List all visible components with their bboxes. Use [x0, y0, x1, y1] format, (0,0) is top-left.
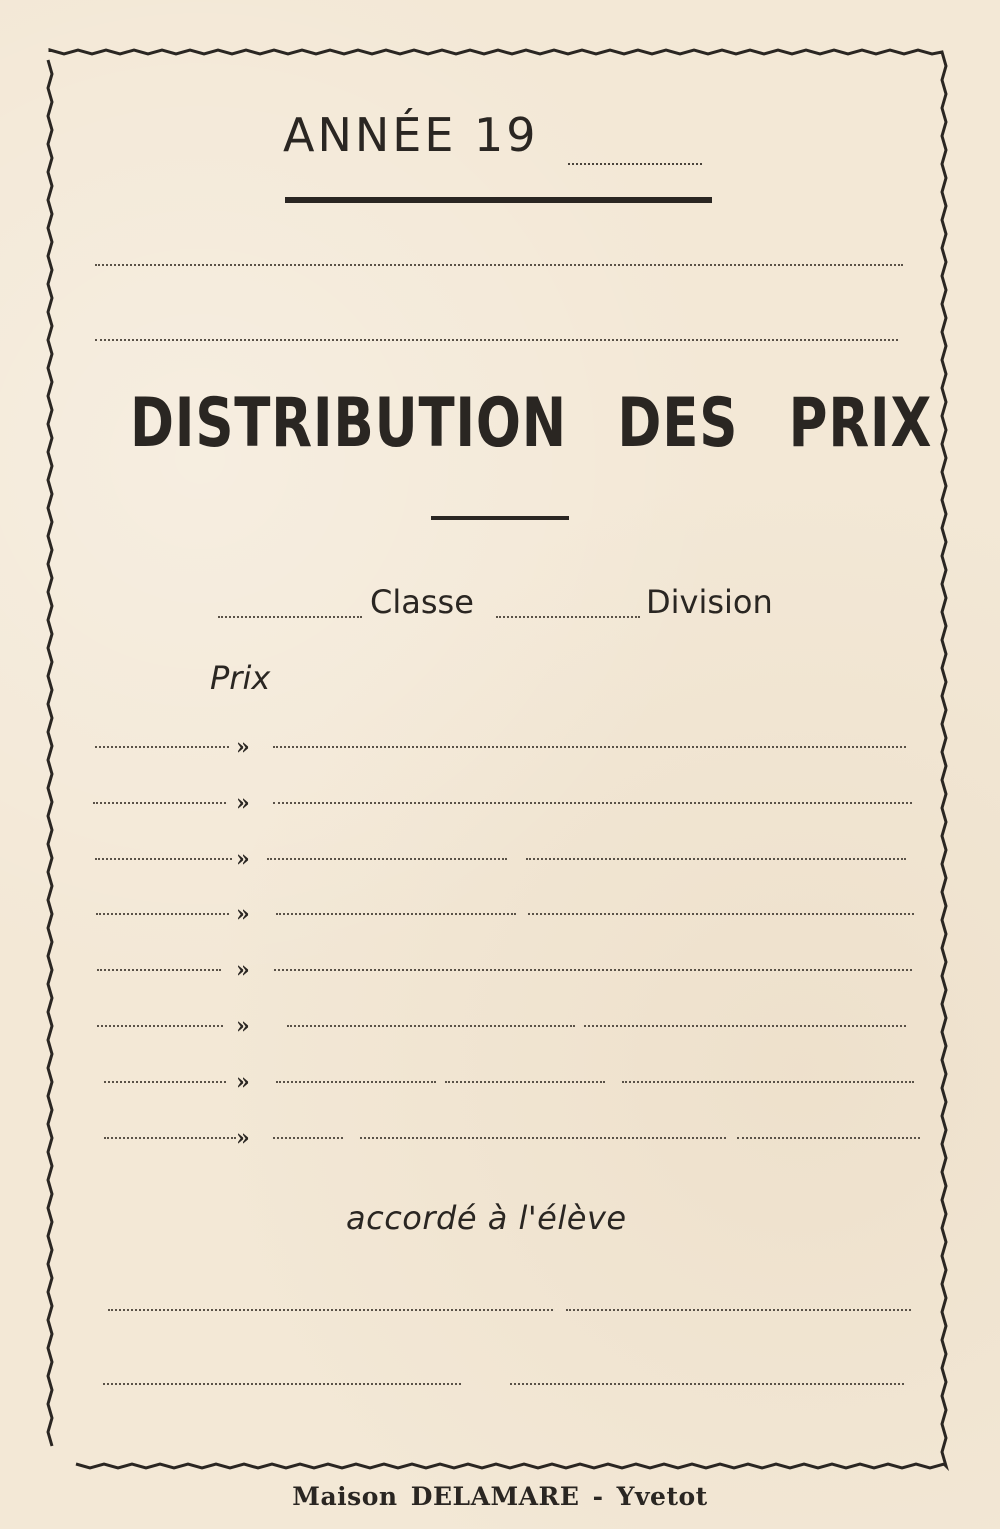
prize-row — [0, 1069, 1000, 1101]
prize-row — [0, 901, 1000, 933]
division-label: Division — [646, 583, 773, 621]
prize-dotted-field-left[interactable] — [104, 1081, 226, 1083]
prize-dotted-field-right[interactable] — [528, 913, 914, 915]
prize-dotted-field-right[interactable] — [276, 913, 516, 915]
student-name-line-2b[interactable] — [510, 1383, 904, 1385]
ditto-mark: » — [236, 1069, 250, 1095]
page-title: DISTRIBUTION DES PRIX — [130, 384, 933, 463]
prize-dotted-field-left[interactable] — [93, 802, 226, 804]
prize-dotted-field-right[interactable] — [273, 746, 906, 748]
title-underline — [431, 516, 569, 520]
year-underline — [285, 197, 712, 203]
prize-dotted-field-left[interactable] — [97, 969, 221, 971]
year-label: ANNÉE 19 — [283, 108, 539, 162]
prize-dotted-field-right[interactable] — [622, 1081, 914, 1083]
prize-dotted-field-right[interactable] — [737, 1137, 920, 1139]
ditto-mark: » — [236, 846, 250, 872]
prize-dotted-field-left[interactable] — [95, 858, 232, 860]
prize-dotted-field-right[interactable] — [287, 1025, 575, 1027]
prize-row — [0, 790, 1000, 822]
prize-dotted-field-left[interactable] — [104, 1137, 236, 1139]
prize-dotted-field-right[interactable] — [526, 858, 906, 860]
prize-dotted-field-right[interactable] — [276, 1081, 436, 1083]
year-dotted-field[interactable] — [568, 163, 702, 165]
publisher-imprint: Maison DELAMARE - Yvetot — [292, 1482, 708, 1511]
ditto-mark: » — [236, 734, 250, 760]
awarded-to-label: accordé à l'élève — [346, 1199, 627, 1237]
division-dotted-field[interactable] — [496, 616, 640, 618]
prix-label: Prix — [210, 659, 271, 697]
blank-line-2[interactable] — [95, 339, 898, 341]
prize-row — [0, 957, 1000, 989]
prize-row — [0, 734, 1000, 766]
student-name-line-2[interactable] — [103, 1383, 461, 1385]
classe-label: Classe — [370, 583, 474, 621]
prize-dotted-field-left[interactable] — [97, 1025, 223, 1027]
prize-row — [0, 1013, 1000, 1045]
ditto-mark: » — [236, 1125, 250, 1151]
prize-dotted-field-right[interactable] — [274, 969, 912, 971]
student-name-line-1b[interactable] — [566, 1309, 911, 1311]
prize-dotted-field-right[interactable] — [267, 858, 507, 860]
prize-dotted-field-left[interactable] — [96, 913, 229, 915]
blank-line-1[interactable] — [95, 264, 903, 266]
prize-dotted-field-right[interactable] — [360, 1137, 726, 1139]
classe-dotted-field[interactable] — [218, 616, 362, 618]
prize-dotted-field-right[interactable] — [584, 1025, 906, 1027]
prize-dotted-field-right[interactable] — [273, 802, 912, 804]
prize-dotted-field-right[interactable] — [445, 1081, 605, 1083]
ditto-mark: » — [236, 957, 250, 983]
prize-dotted-field-left[interactable] — [95, 746, 229, 748]
prize-row — [0, 1125, 1000, 1157]
ditto-mark: » — [236, 790, 250, 816]
student-name-line-1[interactable] — [108, 1309, 553, 1311]
prize-dotted-field-right[interactable] — [273, 1137, 343, 1139]
ditto-mark: » — [236, 901, 250, 927]
prize-row — [0, 846, 1000, 878]
ditto-mark: » — [236, 1013, 250, 1039]
